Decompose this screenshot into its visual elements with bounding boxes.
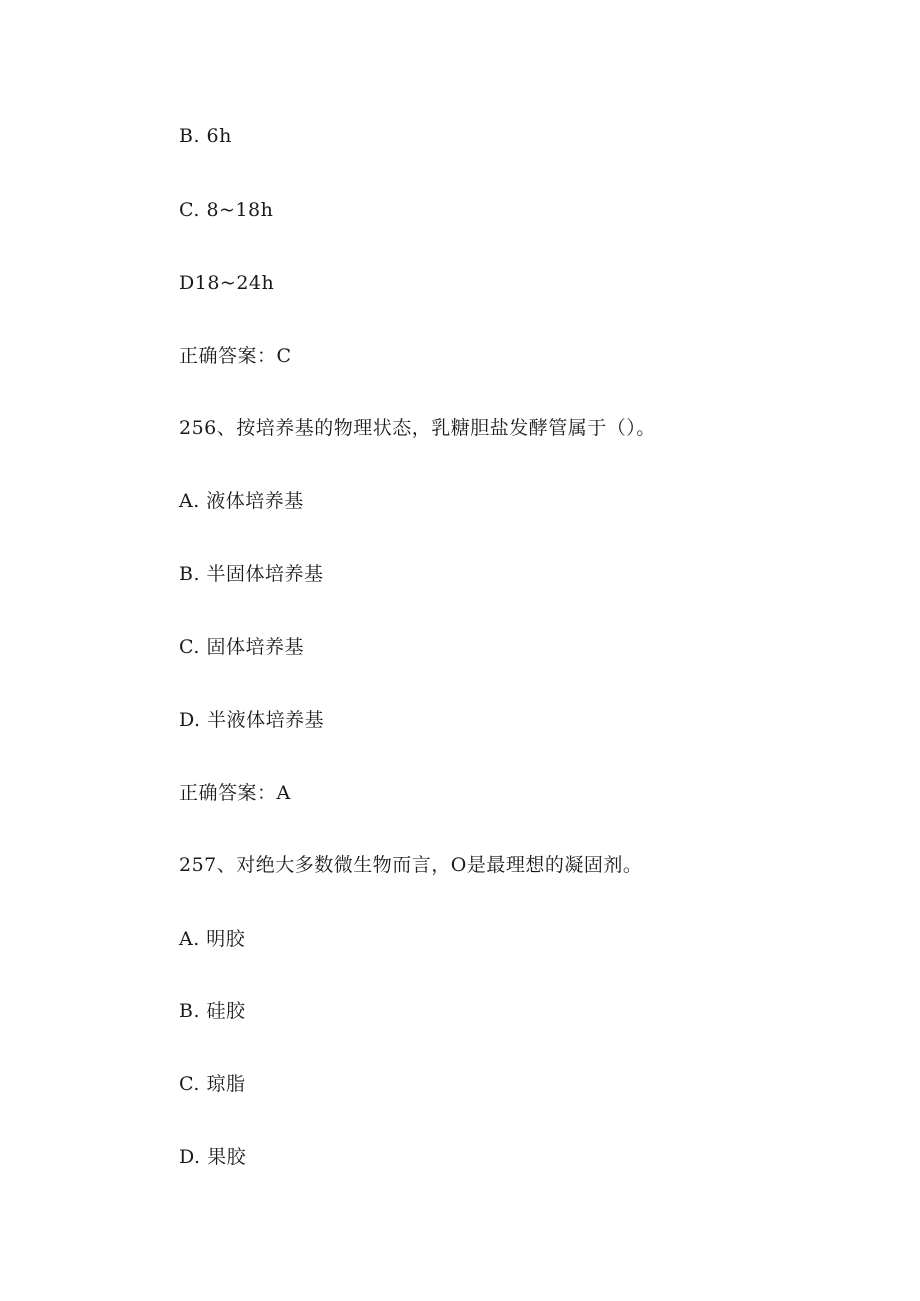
question-257-option-c: C. 琼脂 xyxy=(179,1073,246,1095)
question-257-option-a: A. 明胶 xyxy=(179,928,246,950)
answer-prev-question: 正确答案：C xyxy=(179,345,292,367)
option-c-prev-question: C. 8~18h xyxy=(179,199,274,221)
question-257-option-d: D. 果胶 xyxy=(179,1146,247,1168)
question-257-option-b: B. 硅胶 xyxy=(179,1000,246,1022)
option-b-prev-question: B. 6h xyxy=(179,125,232,147)
question-257: 257、对绝大多数微生物而言，O是最理想的凝固剂。 xyxy=(179,854,643,876)
question-256-answer: 正确答案：A xyxy=(179,782,291,804)
question-256: 256、按培养基的物理状态，乳糖胆盐发酵管属于（）。 xyxy=(179,417,656,439)
question-256-option-b: B. 半固体培养基 xyxy=(179,563,324,585)
option-d-prev-question: D18~24h xyxy=(179,272,275,294)
question-256-option-d: D. 半液体培养基 xyxy=(179,709,325,731)
question-256-option-a: A. 液体培养基 xyxy=(179,490,304,512)
question-256-option-c: C. 固体培养基 xyxy=(179,636,304,658)
